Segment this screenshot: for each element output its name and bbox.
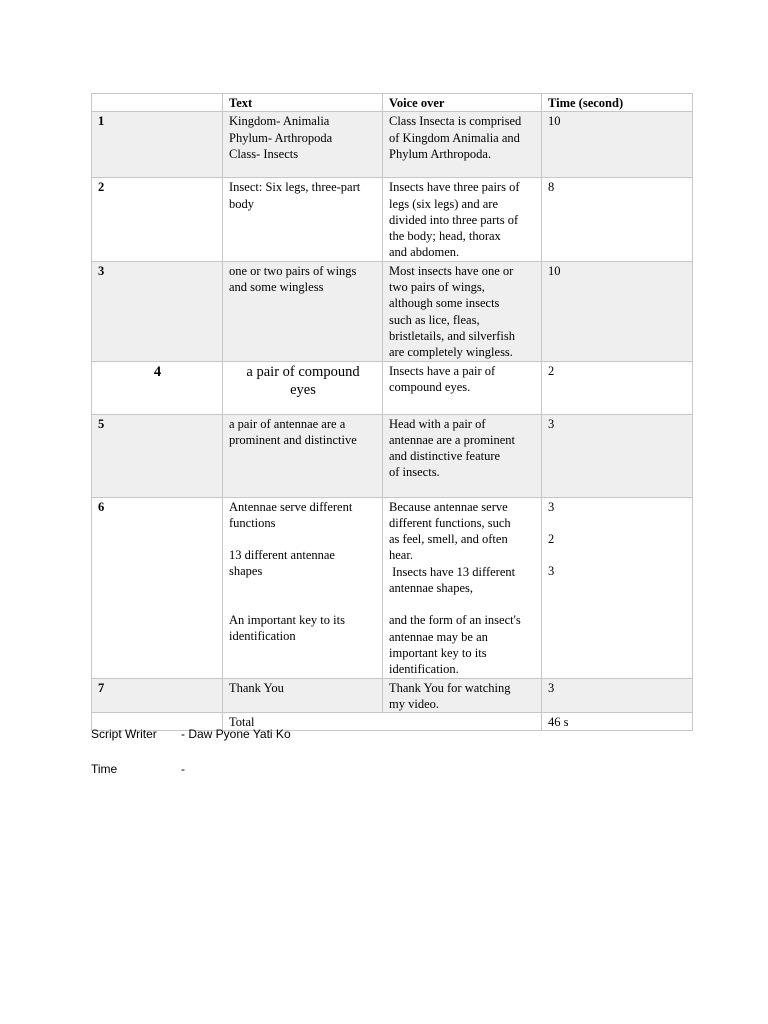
time-value: 8 (548, 180, 555, 195)
header-voice-over: Voice over (383, 94, 542, 112)
header-time: Time (second) (542, 94, 693, 112)
text-line: identification (229, 629, 296, 644)
row-voice-over (383, 497, 542, 678)
spacer (229, 580, 377, 612)
row-number: 7 (92, 678, 223, 713)
text-line: Phylum- Arthropoda (229, 130, 333, 145)
row-text (223, 497, 383, 678)
row-time (542, 678, 693, 713)
row-text (223, 361, 383, 414)
header-number (92, 94, 223, 112)
row-text (223, 178, 383, 261)
time-value: 3 (548, 564, 555, 579)
spacer (389, 596, 536, 612)
text-line: a pair of antennae are a (229, 416, 346, 431)
script-table (91, 93, 693, 731)
script-writer-line (91, 727, 291, 741)
text-line: a pair of compound (246, 363, 360, 380)
voice-line: such as lice, fleas, (389, 312, 480, 327)
time-label: Time (91, 762, 118, 776)
row-text (223, 678, 383, 713)
voice-line: Class Insecta is comprised (389, 114, 522, 129)
table-row (92, 414, 693, 497)
time-value: 2 (548, 531, 555, 546)
text-line: Insect: Six legs, three-part (229, 180, 361, 195)
voice-line: and abdomen. (389, 245, 460, 260)
row-text (223, 261, 383, 361)
voice-line: Phylum Arthropoda. (389, 146, 492, 161)
table-row (92, 178, 693, 261)
voice-line: important key to its (389, 645, 487, 660)
text-line: one or two pairs of wings (229, 263, 357, 278)
row-time (542, 414, 693, 497)
voice-line: Insects have a pair of (389, 363, 496, 378)
text-line: Class- Insects (229, 146, 299, 161)
text-line: shapes (229, 564, 263, 579)
time-value: 3 (548, 680, 555, 695)
time-value: 2 (548, 363, 555, 378)
row-voice-over (383, 414, 542, 497)
text-line: 13 different antennae (229, 548, 335, 563)
header-text: Text (223, 94, 383, 112)
row-number: 6 (92, 497, 223, 678)
text-line: eyes (290, 381, 316, 398)
time-line (91, 762, 185, 776)
time-value: - (181, 762, 185, 776)
row-number (92, 361, 223, 414)
row-voice-over (383, 678, 542, 713)
table-row (92, 112, 693, 178)
row-time (542, 497, 693, 678)
voice-line: Insects have three pairs of (389, 180, 520, 195)
table-row (92, 678, 693, 713)
voice-line: Most insects have one or (389, 263, 514, 278)
row-time (542, 112, 693, 178)
row-number: 1 (92, 112, 223, 178)
row-voice-over (383, 261, 542, 361)
text-line: Kingdom- Animalia (229, 114, 330, 129)
voice-line: divided into three parts of (389, 212, 519, 227)
time-value: 10 (548, 263, 561, 278)
spacer (548, 547, 687, 563)
row-number: 2 (92, 178, 223, 261)
row-time (542, 261, 693, 361)
voice-line: identification. (389, 662, 459, 677)
voice-line: of Kingdom Animalia and (389, 130, 520, 145)
voice-line: and the form of an insect's (389, 613, 521, 628)
time-value: 10 (548, 114, 561, 129)
row-number: 5 (92, 414, 223, 497)
text-line: functions (229, 515, 276, 530)
voice-line: the body; head, thorax (389, 229, 501, 244)
voice-line: antennae shapes, (389, 581, 473, 596)
voice-line: of insects. (389, 465, 440, 480)
table-row (92, 497, 693, 678)
text-line: body (229, 196, 254, 211)
voice-line: Because antennae serve (389, 499, 508, 514)
total-label: Total (223, 713, 542, 731)
row-time (542, 361, 693, 414)
table-row (92, 361, 693, 414)
voice-line: hear. (389, 548, 413, 563)
voice-line: although some insects (389, 296, 500, 311)
row-number: 3 (92, 261, 223, 361)
spacer (548, 515, 687, 531)
header-row (92, 94, 693, 112)
voice-line: are completely wingless. (389, 345, 513, 360)
row-text (223, 414, 383, 497)
text-line: An important key to its (229, 612, 345, 627)
row-voice-over (383, 361, 542, 414)
row-text (223, 112, 383, 178)
voice-line: Head with a pair of (389, 416, 486, 431)
script-writer-value: - Daw Pyone Yati Ko (181, 727, 291, 741)
voice-line: Thank You for watching (389, 680, 511, 695)
voice-line: antennae are a prominent (389, 432, 515, 447)
time-value: 3 (548, 499, 555, 514)
voice-line: different functions, such (389, 515, 511, 530)
row-number-value: 4 (153, 363, 162, 380)
text-line: Thank You (229, 680, 284, 695)
spacer (229, 531, 377, 547)
voice-line: compound eyes. (389, 379, 471, 394)
script-writer-label: Script Writer (91, 727, 157, 741)
text-line: Antennae serve different (229, 499, 353, 514)
time-value: 3 (548, 416, 555, 431)
voice-line: legs (six legs) and are (389, 196, 498, 211)
voice-line: Insects have 13 different (389, 564, 516, 579)
voice-line: two pairs of wings, (389, 280, 485, 295)
voice-line: as feel, smell, and often (389, 532, 508, 547)
table-row (92, 261, 693, 361)
voice-line: my video. (389, 696, 439, 711)
voice-line: bristletails, and silverfish (389, 328, 516, 343)
voice-line: and distinctive feature (389, 449, 501, 464)
row-voice-over (383, 112, 542, 178)
row-time (542, 178, 693, 261)
total-value: 46 s (542, 713, 693, 731)
row-voice-over (383, 178, 542, 261)
text-line: and some wingless (229, 280, 324, 295)
voice-line: antennae may be an (389, 629, 488, 644)
text-line: prominent and distinctive (229, 432, 357, 447)
